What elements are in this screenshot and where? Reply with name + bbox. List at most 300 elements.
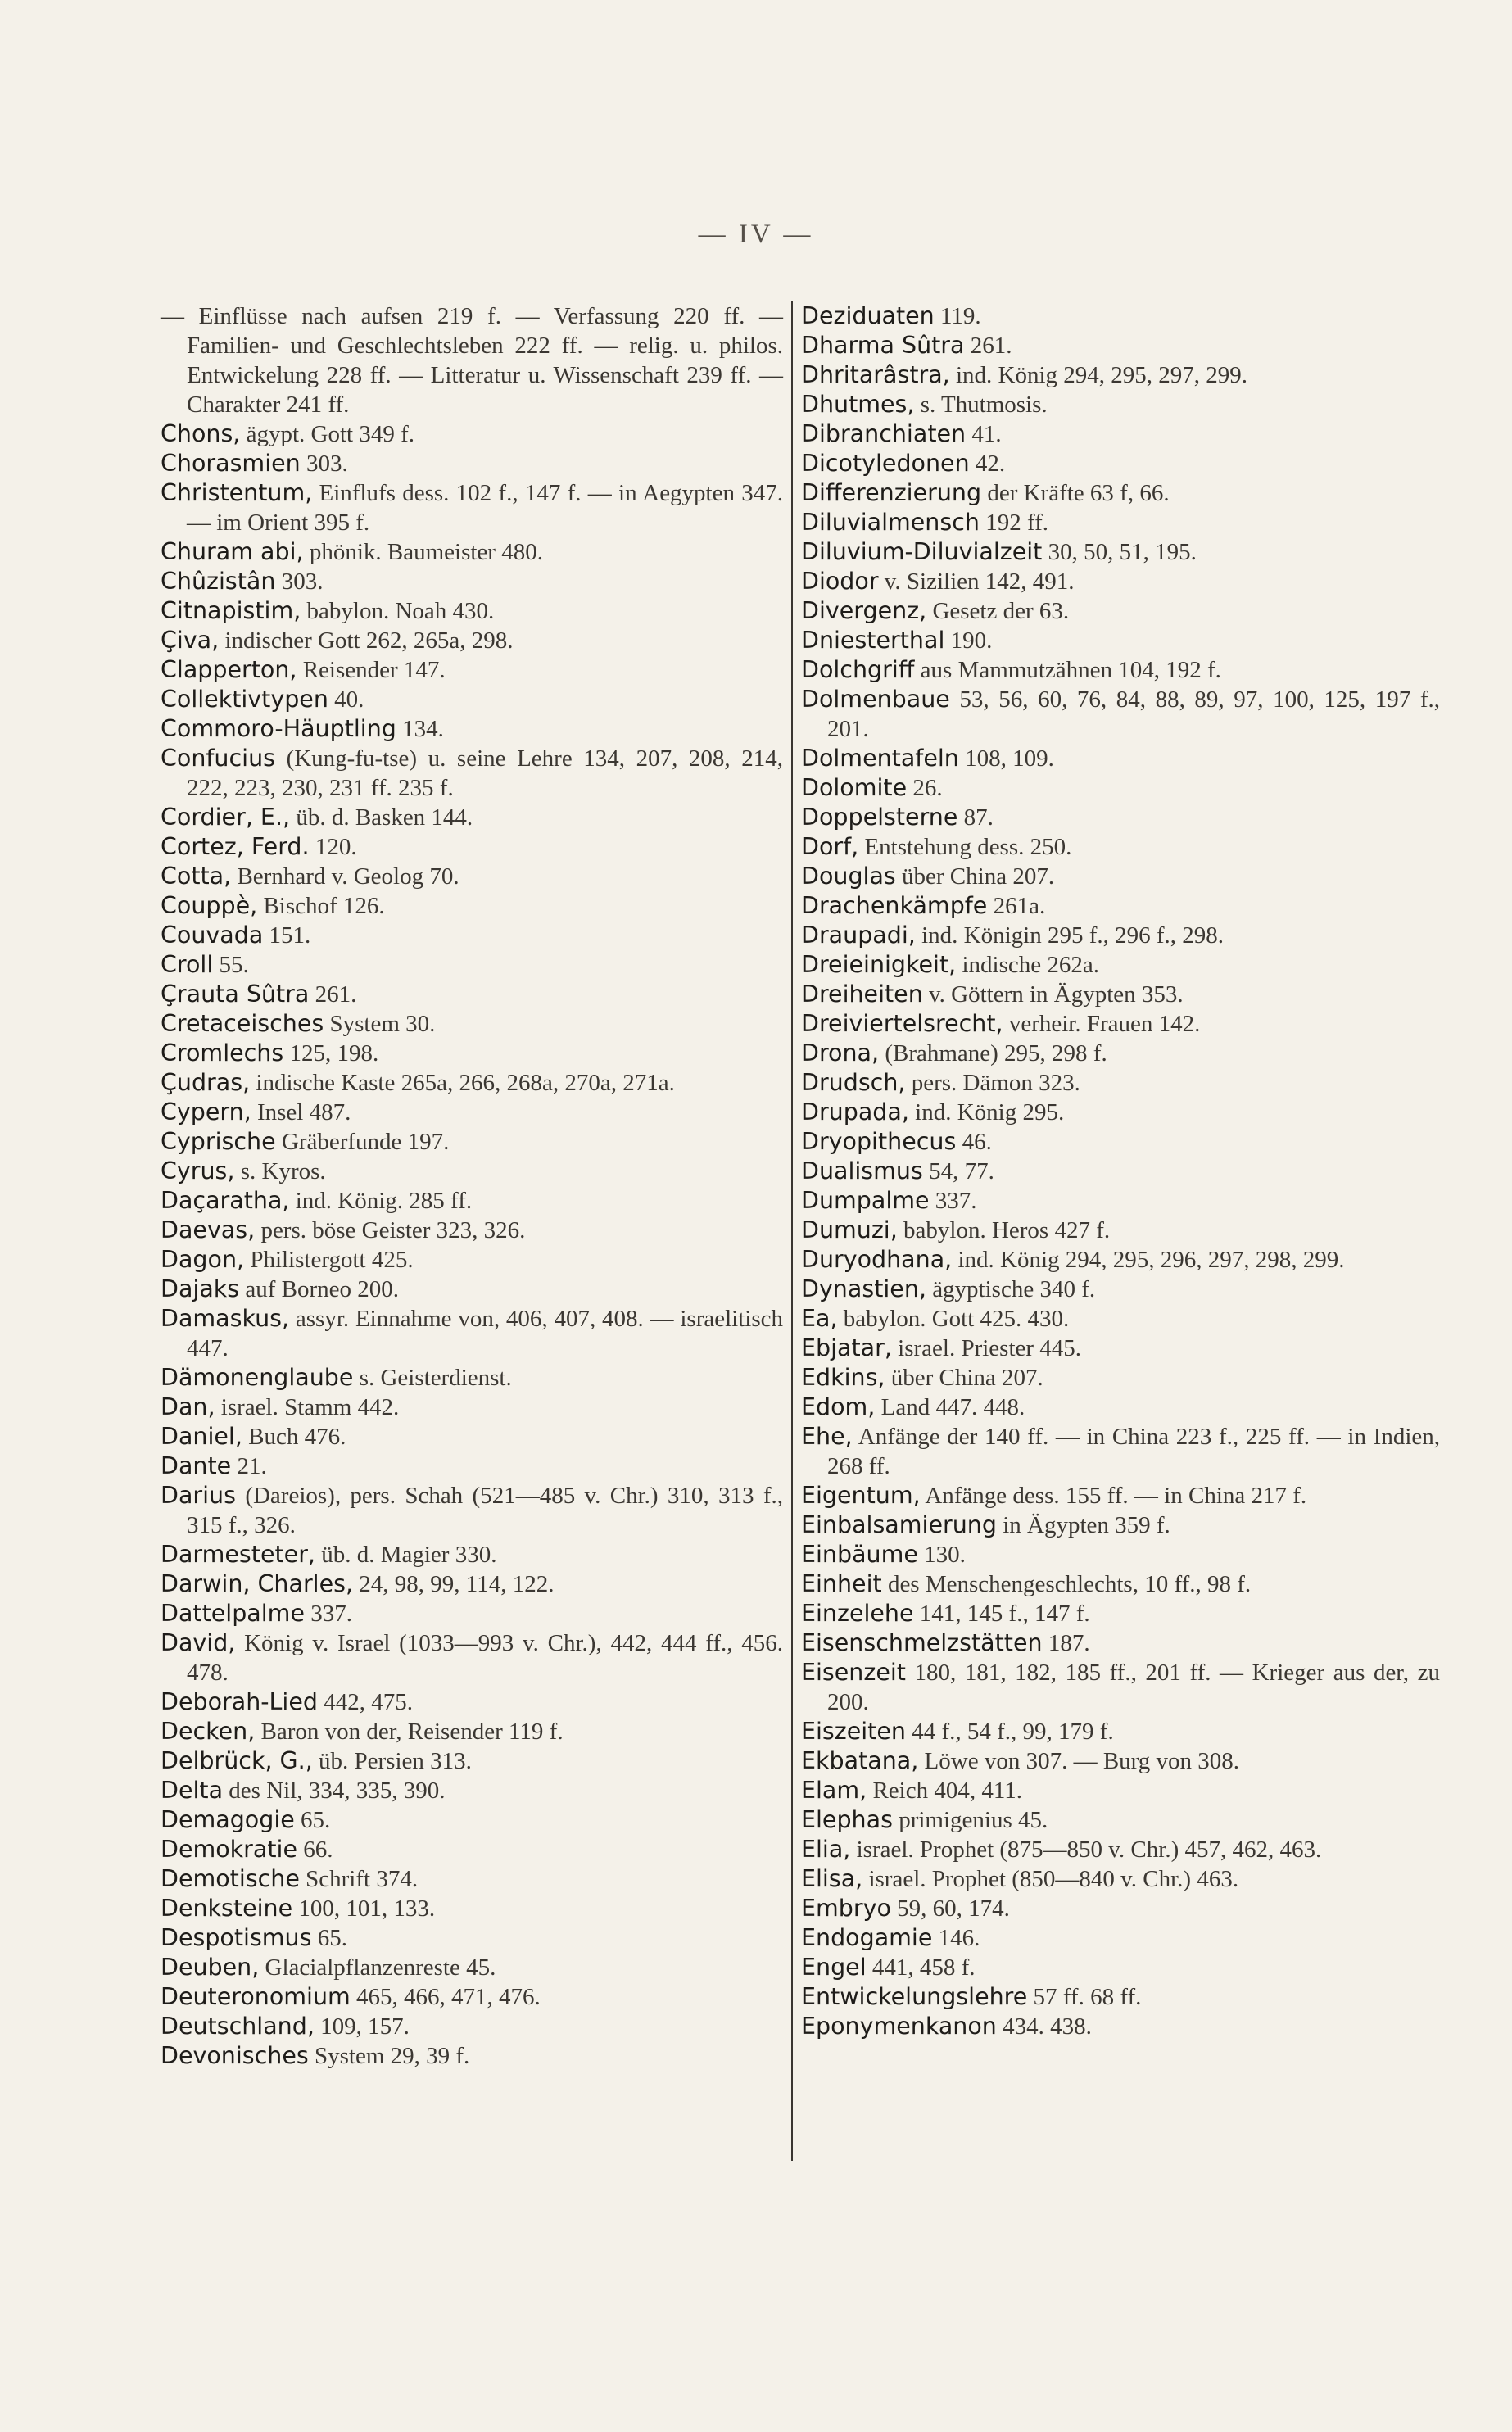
entry-headword: Churam abi, <box>161 538 304 565</box>
entry-references: 44 f., 54 f., 99, 179 f. <box>905 1719 1114 1745</box>
index-column-left <box>161 301 783 2071</box>
entry-references: Bischof 126. <box>257 893 385 919</box>
index-entry <box>801 832 1440 862</box>
entry-headword: Decken, <box>161 1718 256 1745</box>
entry-references: 65. <box>311 1925 347 1951</box>
entry-references: 100, 101, 133. <box>292 1895 436 1922</box>
entry-headword: Elephas <box>801 1806 893 1833</box>
entry-headword: Clapperton, <box>161 656 297 683</box>
entry-headword: Duryodhana, <box>801 1246 953 1273</box>
entry-references: (Kung-fu-tse) u. seine Lehre 134, 207, 208, 214, 222, 223, 230, 231 ff. 235 f. <box>187 745 783 801</box>
index-entry <box>801 1746 1440 1776</box>
entry-headword: Engel <box>801 1954 867 1981</box>
entry-headword: Dolmentafeln <box>801 745 959 772</box>
page-number: — IV — <box>698 220 814 249</box>
entry-references: 134. <box>396 716 444 742</box>
entry-headword: Daçaratha, <box>161 1187 290 1214</box>
index-entry <box>801 1393 1440 1422</box>
entry-headword: Embryo <box>801 1895 891 1922</box>
index-entry <box>801 685 1440 744</box>
entry-headword: Deutschland, <box>161 2013 315 2040</box>
entry-headword: Çiva, <box>161 627 220 654</box>
entry-references: des Menschengeschlechts, 10 ff., 98 f. <box>881 1571 1252 1597</box>
entry-references: babylon. Noah 430. <box>301 598 495 624</box>
entry-headword: Entwickelungslehre <box>801 1983 1028 2010</box>
index-entry <box>801 1864 1440 1894</box>
index-entry <box>161 832 783 862</box>
index-entry <box>801 773 1440 803</box>
index-entry <box>161 1982 783 2012</box>
index-entry <box>161 1569 783 1599</box>
index-entry <box>161 2012 783 2041</box>
index-entry <box>161 803 783 832</box>
index-entry <box>801 1422 1440 1481</box>
index-entry <box>801 1717 1440 1746</box>
entry-references: Reich 404, 411. <box>867 1778 1023 1804</box>
entry-references: 87. <box>957 804 994 831</box>
entry-references: über China 207. <box>885 1365 1043 1391</box>
index-entry <box>161 419 783 449</box>
entry-headword: Einbalsamierung <box>801 1511 997 1538</box>
index-entry <box>801 1540 1440 1569</box>
entry-references: israel. Prophet (850—840 v. Chr.) 463. <box>862 1866 1239 1892</box>
index-entry <box>801 1894 1440 1923</box>
entry-references: in Ägypten 359 f. <box>996 1512 1170 1538</box>
entry-headword: Dajaks <box>161 1275 240 1302</box>
entry-references: 24, 98, 99, 114, 122. <box>353 1571 555 1597</box>
entry-references: primigenius 45. <box>892 1807 1048 1833</box>
entry-references: israel. Priester 445. <box>891 1335 1082 1361</box>
index-entry <box>161 1452 783 1481</box>
index-entry <box>161 1805 783 1835</box>
entry-references: s. Thutmosis. <box>914 392 1048 418</box>
entry-headword: Eponymenkanon <box>801 2013 997 2040</box>
entry-headword: Drudsch, <box>801 1069 906 1096</box>
entry-headword: Eisenschmelzstätten <box>801 1629 1043 1656</box>
entry-references: König v. Israel (1033—993 v. Chr.), 442, 444 ff., 456. 478. <box>187 1630 783 1686</box>
index-entry <box>801 1039 1440 1068</box>
entry-headword: Dämonenglaube <box>161 1364 354 1391</box>
entry-headword: Doppelsterne <box>801 804 958 831</box>
entry-headword: Elia, <box>801 1836 851 1863</box>
index-entry <box>801 921 1440 950</box>
entry-references: Gräberfunde 197. <box>275 1129 450 1155</box>
entry-references: s. Kyros. <box>234 1158 326 1184</box>
entry-headword: Dibranchiaten <box>801 420 967 447</box>
entry-headword: Couppè, <box>161 892 258 919</box>
index-entry <box>161 1068 783 1098</box>
entry-headword: Endogamie <box>801 1924 933 1951</box>
index-entry <box>801 1982 1440 2012</box>
index-entry <box>161 596 783 626</box>
entry-references: 303. <box>275 568 324 595</box>
entry-headword: Dicotyledonen <box>801 450 970 477</box>
entry-headword: Drupada, <box>801 1098 909 1125</box>
index-entry <box>161 1393 783 1422</box>
entry-references: babylon. Heros 427 f. <box>897 1217 1111 1243</box>
entry-references: 130. <box>917 1542 966 1568</box>
index-entry <box>161 921 783 950</box>
index-entry <box>161 1009 783 1039</box>
index-entry <box>801 1009 1440 1039</box>
index-entry <box>801 980 1440 1009</box>
index-entry <box>801 1923 1440 1953</box>
index-entry <box>161 1157 783 1186</box>
entry-headword: Deuteronomium <box>161 1983 351 2010</box>
index-entry <box>801 1363 1440 1393</box>
index-entry <box>801 419 1440 449</box>
entry-headword: Dagon, <box>161 1246 245 1273</box>
entry-headword: Diodor <box>801 568 879 595</box>
index-column-right <box>801 301 1440 2041</box>
entry-references: 65. <box>294 1807 331 1833</box>
entry-references: 42. <box>969 451 1006 477</box>
entry-headword: Dharma Sûtra <box>801 332 965 359</box>
index-entry <box>161 1628 783 1687</box>
entry-headword: Douglas <box>801 863 896 890</box>
entry-headword: Einzelehe <box>801 1600 914 1627</box>
entry-headword: Divergenz, <box>801 597 927 624</box>
entry-references: ägyptische 340 f. <box>926 1276 1096 1302</box>
column-divider <box>791 301 793 2161</box>
entry-references: 303. <box>300 451 348 477</box>
entry-headword: David, <box>161 1629 236 1656</box>
index-entry <box>801 567 1440 596</box>
index-entry <box>161 1363 783 1393</box>
entry-references: 125, 198. <box>283 1040 379 1067</box>
entry-references: Einflufs dess. 102 f., 147 f. — in Aegypten 347. — im Orient 395 f. <box>187 480 783 536</box>
entry-references: assyr. Einnahme von, 406, 407, 408. — israelitisch 447. <box>187 1306 783 1361</box>
index-entry <box>161 714 783 744</box>
index-entry <box>801 1953 1440 1982</box>
index-entry <box>801 891 1440 921</box>
entry-headword: Dhutmes, <box>801 391 915 418</box>
index-entry <box>801 1275 1440 1304</box>
index-entry <box>161 1216 783 1245</box>
entry-references: 151. <box>263 922 311 949</box>
entry-references: 26. <box>907 775 943 801</box>
index-entry <box>801 1835 1440 1864</box>
index-entry <box>161 1098 783 1127</box>
index-entry <box>801 1216 1440 1245</box>
entry-references: üb. d. Basken 144. <box>290 804 473 831</box>
entry-headword: Chons, <box>161 420 241 447</box>
entry-headword: Christentum, <box>161 479 313 506</box>
entry-references: 192 ff. <box>979 509 1048 536</box>
entry-references: 261. <box>964 333 1012 359</box>
entry-headword: Dan, <box>161 1393 215 1420</box>
entry-references: v. Sizilien 142, 491. <box>878 568 1075 595</box>
entry-references: 55. <box>213 952 249 978</box>
entry-references: israel. Stamm 442. <box>215 1394 400 1420</box>
index-entry <box>801 360 1440 390</box>
entry-headword: Diluvium-Diluvialzeit <box>801 538 1043 565</box>
index-entry <box>801 1068 1440 1098</box>
index-entry <box>801 1776 1440 1805</box>
entry-headword: Eigentum, <box>801 1482 921 1509</box>
index-entry <box>161 449 783 478</box>
entry-references: Glacialpflanzenreste 45. <box>259 1954 496 1981</box>
entry-references: Löwe von 307. — Burg von 308. <box>918 1748 1240 1774</box>
entry-references: 109, 157. <box>314 2013 410 2040</box>
entry-references: phönik. Baumeister 480. <box>303 539 543 565</box>
entry-references: 59, 60, 174. <box>890 1895 1010 1922</box>
entry-headword: Cypern, <box>161 1098 251 1125</box>
entry-headword: Dreieinigkeit, <box>801 951 957 978</box>
index-entry <box>801 1569 1440 1599</box>
index-entry <box>801 508 1440 537</box>
entry-headword: Diluvialmensch <box>801 509 980 536</box>
entry-references: üb. d. Magier 330. <box>315 1542 497 1568</box>
index-entry <box>801 390 1440 419</box>
entry-headword: Devonisches <box>161 2042 309 2069</box>
entry-references: ind. König. 285 ff. <box>289 1188 473 1214</box>
entry-references: System 30. <box>324 1011 436 1037</box>
entry-headword: Dumuzi, <box>801 1216 898 1243</box>
entry-headword: Cyrus, <box>161 1157 235 1184</box>
entry-references: ägypt. Gott 349 f. <box>240 421 415 447</box>
index-entry <box>161 1717 783 1746</box>
entry-headword: Daevas, <box>161 1216 256 1243</box>
index-entry <box>161 2041 783 2071</box>
entry-references: v. Göttern in Ägypten 353. <box>922 981 1184 1008</box>
entry-headword: Cromlechs <box>161 1039 284 1067</box>
entry-headword: Dreiviertelsrecht, <box>801 1010 1003 1037</box>
entry-references: auf Borneo 200. <box>239 1276 400 1302</box>
index-entry <box>801 862 1440 891</box>
entry-headword: Darius <box>161 1482 236 1509</box>
index-entry <box>161 1599 783 1628</box>
index-entry <box>801 331 1440 360</box>
entry-references: üb. Persien 313. <box>312 1748 472 1774</box>
entry-references: 53, 56, 60, 76, 84, 88, 89, 97, 100, 125, 197 f., 201. <box>827 686 1440 742</box>
entry-references: ind. König 294, 295, 297, 299. <box>949 362 1248 388</box>
entry-headword: Einheit <box>801 1570 882 1597</box>
index-entry <box>161 1953 783 1982</box>
entry-references: 108, 109. <box>958 745 1054 772</box>
entry-references: Reisender 147. <box>297 657 446 683</box>
entry-references: ind. Königin 295 f., 296 f., 298. <box>915 922 1225 949</box>
entry-headword: Drona, <box>801 1039 880 1067</box>
index-entry <box>161 1186 783 1216</box>
entry-references: Schrift 374. <box>299 1866 419 1892</box>
entry-headword: Eiszeiten <box>801 1718 906 1745</box>
entry-headword: Ehe, <box>801 1423 853 1450</box>
entry-references: Gesetz der 63. <box>926 598 1070 624</box>
entry-headword: Dante <box>161 1452 232 1479</box>
entry-references: 30, 50, 51, 195. <box>1042 539 1197 565</box>
entry-references: 337. <box>929 1188 977 1214</box>
entry-references: — Einflüsse nach aufsen 219 f. — Verfassung 220 ff. — Familien- und Geschlechtsleben 222 ff. — relig. u. philos. Entwickelung 228 ff. — Litteratur u. Wissenschaft 239 ff. — Charakter 241 ff. <box>161 303 783 418</box>
entry-references: pers. böse Geister 323, 326. <box>255 1217 526 1243</box>
entry-references: 146. <box>932 1925 980 1951</box>
index-entry <box>801 449 1440 478</box>
entry-references: indischer Gott 262, 265a, 298. <box>219 627 514 654</box>
entry-references: 120. <box>309 834 357 860</box>
entry-references: Bernhard v. Geolog 70. <box>231 863 459 890</box>
entry-references: israel. Prophet (875—850 v. Chr.) 457, 462, 463. <box>850 1836 1322 1863</box>
index-entry <box>161 301 783 419</box>
index-entry <box>801 1334 1440 1363</box>
entry-references: ind. König 294, 295, 296, 297, 298, 299. <box>952 1247 1345 1273</box>
index-entry <box>161 567 783 596</box>
index-entry <box>801 1157 1440 1186</box>
entry-references: 54, 77. <box>922 1158 994 1184</box>
entry-references: Philistergott 425. <box>244 1247 414 1273</box>
entry-headword: Citnapistim, <box>161 597 301 624</box>
index-entry <box>801 744 1440 773</box>
index-entry <box>161 1540 783 1569</box>
entry-references: Land 447. 448. <box>875 1394 1025 1420</box>
index-entry <box>801 1186 1440 1216</box>
index-entry <box>801 1127 1440 1157</box>
entry-headword: Commoro-Häuptling <box>161 715 396 742</box>
entry-headword: Deziduaten <box>801 302 935 329</box>
entry-references: Insel 487. <box>251 1099 351 1125</box>
entry-references: 141, 145 f., 147 f. <box>913 1601 1090 1627</box>
entry-headword: Delta <box>161 1777 224 1804</box>
entry-headword: Dorf, <box>801 833 859 860</box>
entry-references: 190. <box>944 627 993 654</box>
index-entry <box>161 980 783 1009</box>
entry-references: 41. <box>966 421 1002 447</box>
index-entry <box>161 950 783 980</box>
entry-references: 434. 438. <box>996 2013 1092 2040</box>
entry-headword: Elisa, <box>801 1865 863 1892</box>
index-entry <box>161 1039 783 1068</box>
entry-headword: Dynastien, <box>801 1275 926 1302</box>
entry-headword: Dhritarâstra, <box>801 361 950 388</box>
entry-references: 441, 458 f. <box>866 1954 976 1981</box>
index-entry <box>161 1481 783 1540</box>
entry-references: 465, 466, 471, 476. <box>350 1984 541 2010</box>
entry-references: Anfänge dess. 155 ff. — in China 217 f. <box>920 1483 1307 1509</box>
index-entry <box>801 1304 1440 1334</box>
index-entry <box>801 1599 1440 1628</box>
entry-references: 337. <box>304 1601 352 1627</box>
entry-headword: Darwin, Charles, <box>161 1570 354 1597</box>
entry-headword: Despotismus <box>161 1924 312 1951</box>
index-entry <box>161 655 783 685</box>
entry-headword: Dolomite <box>801 774 908 801</box>
entry-references: Anfänge der 140 ff. — in China 223 f., 225 ff. — in Indien, 268 ff. <box>827 1424 1440 1479</box>
entry-references: 21. <box>231 1453 267 1479</box>
entry-headword: Differenzierung <box>801 479 982 506</box>
entry-references: (Dareios), pers. Schah (521—485 v. Chr.) 310, 313 f., 315 f., 326. <box>187 1483 783 1538</box>
index-entry <box>801 1628 1440 1658</box>
entry-references: 261. <box>309 981 357 1008</box>
entry-headword: Dolchgriff <box>801 656 915 683</box>
entry-headword: Eisenzeit <box>801 1659 906 1686</box>
index-entry <box>161 1687 783 1717</box>
entry-headword: Confucius <box>161 745 275 772</box>
entry-headword: Çudras, <box>161 1069 251 1096</box>
index-entry <box>161 1776 783 1805</box>
entry-references: 40. <box>328 686 364 713</box>
entry-headword: Ea, <box>801 1305 838 1332</box>
entry-references: 180, 181, 182, 185 ff., 201 ff. — Krieger aus der, zu 200. <box>827 1660 1440 1715</box>
index-entry <box>801 537 1440 567</box>
index-entry <box>801 1098 1440 1127</box>
entry-headword: Deuben, <box>161 1954 260 1981</box>
index-entry <box>801 655 1440 685</box>
index-entry <box>801 478 1440 508</box>
entry-headword: Demokratie <box>161 1836 297 1863</box>
entry-references: 187. <box>1042 1630 1090 1656</box>
entry-headword: Dreiheiten <box>801 980 923 1008</box>
entry-headword: Cotta, <box>161 863 232 890</box>
entry-headword: Croll <box>161 951 214 978</box>
entry-references: Baron von der, Reisender 119 f. <box>255 1719 564 1745</box>
entry-references: 442, 475. <box>317 1689 413 1715</box>
entry-headword: Draupadi, <box>801 922 916 949</box>
index-entry <box>161 1127 783 1157</box>
index-entry <box>801 2012 1440 2041</box>
index-entry <box>801 1245 1440 1275</box>
index-entry <box>161 537 783 567</box>
entry-references: verheir. Frauen 142. <box>1003 1011 1201 1037</box>
entry-headword: Denksteine <box>161 1895 293 1922</box>
index-entry <box>801 950 1440 980</box>
index-entry <box>161 626 783 655</box>
index-entry <box>161 1422 783 1452</box>
entry-headword: Chorasmien <box>161 450 301 477</box>
entry-headword: Dumpalme <box>801 1187 930 1214</box>
index-entry <box>801 626 1440 655</box>
index-entry <box>801 1510 1440 1540</box>
entry-headword: Elam, <box>801 1777 867 1804</box>
entry-references: s. Geisterdienst. <box>353 1365 512 1391</box>
index-entry <box>161 1835 783 1864</box>
index-entry <box>801 301 1440 331</box>
entry-headword: Deborah-Lied <box>161 1688 318 1715</box>
index-entry <box>161 744 783 803</box>
entry-headword: Demagogie <box>161 1806 295 1833</box>
entry-headword: Einbäume <box>801 1541 918 1568</box>
entry-references: Entstehung dess. 250. <box>858 834 1072 860</box>
index-entry <box>161 478 783 537</box>
entry-references: indische 262a. <box>956 952 1099 978</box>
entry-references: System 29, 39 f. <box>308 2043 470 2069</box>
entry-references: 66. <box>297 1836 333 1863</box>
entry-headword: Çrauta Sûtra <box>161 980 310 1008</box>
entry-references: 261a. <box>987 893 1046 919</box>
entry-references: pers. Dämon 323. <box>905 1070 1080 1096</box>
index-entry <box>161 1304 783 1363</box>
entry-references: (Brahmane) 295, 298 f. <box>879 1040 1107 1067</box>
entry-headword: Cordier, E., <box>161 804 291 831</box>
index-entry <box>801 1805 1440 1835</box>
entry-headword: Cortez, Ferd. <box>161 833 310 860</box>
entry-references: 57 ff. 68 ff. <box>1027 1984 1142 2010</box>
entry-references: aus Mammutzähnen 104, 192 f. <box>914 657 1221 683</box>
entry-references: der Kräfte 63 f, 66. <box>981 480 1170 506</box>
entry-references: 46. <box>956 1129 992 1155</box>
entry-references: babylon. Gott 425. 430. <box>837 1306 1070 1332</box>
entry-headword: Cyprische <box>161 1128 276 1155</box>
index-entry <box>161 891 783 921</box>
index-entry <box>161 685 783 714</box>
index-entry <box>161 1894 783 1923</box>
entry-references: 119. <box>934 303 981 329</box>
index-entry <box>161 1746 783 1776</box>
entry-headword: Edom, <box>801 1393 876 1420</box>
entry-headword: Dolmenbaue <box>801 686 950 713</box>
entry-references: Buch 476. <box>242 1424 346 1450</box>
entry-headword: Dniesterthal <box>801 627 945 654</box>
entry-headword: Dryopithecus <box>801 1128 957 1155</box>
index-entry <box>161 1923 783 1953</box>
